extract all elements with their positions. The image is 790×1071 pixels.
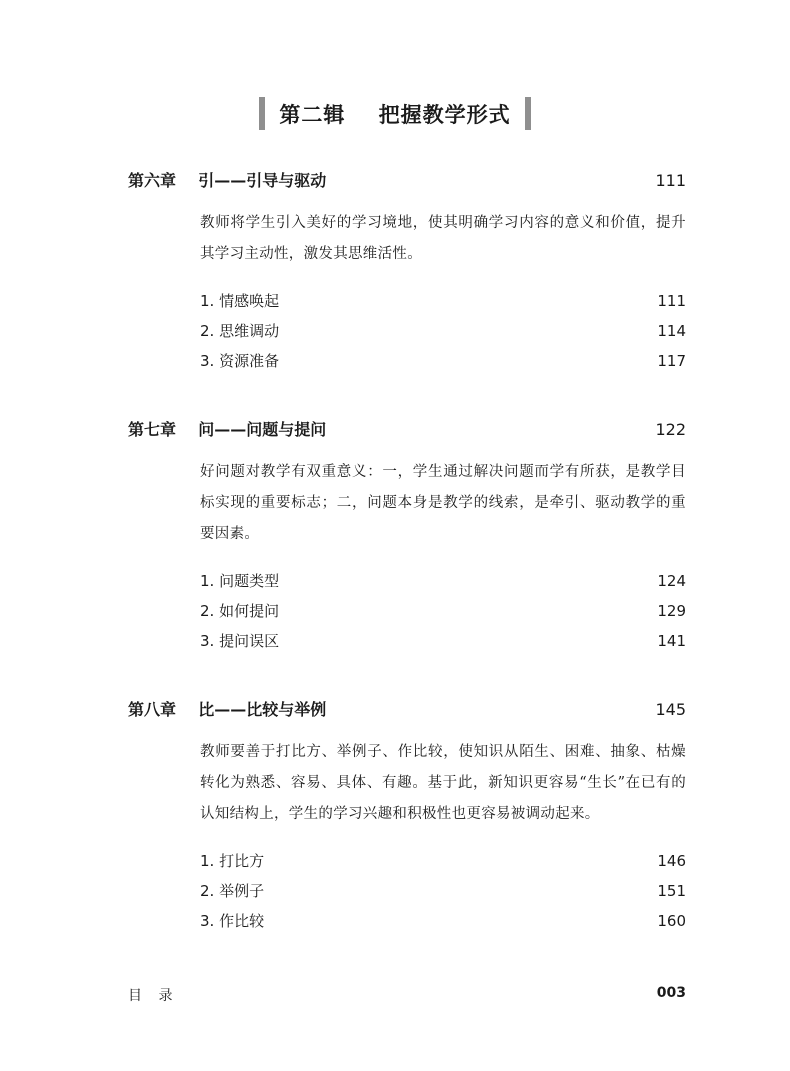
chapter-page-number: 145 (655, 700, 686, 719)
section-item[interactable] (200, 630, 686, 660)
footer-page-number: 003 (656, 985, 686, 1001)
part-heading (0, 97, 790, 130)
chapter-7 (128, 417, 686, 660)
footer-label: 目 录 (128, 988, 179, 1004)
chapter-title: 第八章 比——比较与举例 (128, 700, 327, 719)
section-item[interactable] (200, 350, 686, 380)
section-page-number: 146 (657, 852, 686, 870)
section-item[interactable] (200, 850, 686, 880)
section-item[interactable] (200, 600, 686, 630)
section-label: 2. 举例子 (200, 882, 265, 900)
section-page-number: 124 (657, 572, 686, 590)
section-list (200, 290, 686, 380)
section-page-number: 160 (657, 912, 686, 930)
section-label: 1. 问题类型 (200, 572, 280, 590)
section-label: 3. 提问误区 (200, 632, 280, 650)
section-item[interactable] (200, 290, 686, 320)
section-page-number: 141 (657, 632, 686, 650)
chapter-8 (128, 697, 686, 940)
chapter-page-number: 122 (655, 420, 686, 439)
chapter-title: 第六章 引——引导与驱动 (128, 171, 327, 190)
section-list (200, 850, 686, 940)
section-page-number: 117 (657, 352, 686, 370)
chapter-title: 第七章 问——问题与提问 (128, 420, 327, 439)
section-label: 2. 如何提问 (200, 602, 280, 620)
section-item[interactable] (200, 570, 686, 600)
chapter-heading[interactable] (128, 697, 686, 725)
section-item[interactable] (200, 880, 686, 910)
part-right-bar (525, 97, 531, 130)
chapter-page-number: 111 (655, 171, 686, 190)
chapter-summary: 教师要善于打比方、举例子、作比较，使知识从陌生、困难、抽象、枯燥转化为熟悉、容易、具体、有趣。基于此，新知识更容易“生长”在已有的认知结构上，学生的学习兴趣和积极性也更容易被调动起来。 (200, 744, 686, 822)
section-label: 1. 打比方 (200, 852, 265, 870)
section-item[interactable] (200, 320, 686, 350)
section-page-number: 151 (657, 882, 686, 900)
chapter-summary: 好问题对教学有双重意义：一，学生通过解决问题而学有所获，是教学目标实现的重要标志；二，问题本身是教学的线索，是牵引、驱动教学的重要因素。 (200, 464, 686, 542)
section-item[interactable] (200, 910, 686, 940)
section-label: 3. 资源准备 (200, 352, 280, 370)
section-page-number: 111 (657, 292, 686, 310)
section-page-number: 129 (657, 602, 686, 620)
section-label: 2. 思维调动 (200, 322, 280, 340)
page-footer (128, 985, 686, 1005)
section-page-number: 114 (657, 322, 686, 340)
part-left-bar (259, 97, 265, 130)
part-title: 第二辑 把握教学形式 (279, 102, 511, 127)
section-list (200, 570, 686, 660)
section-label: 1. 情感唤起 (200, 292, 280, 310)
chapter-6 (128, 168, 686, 380)
chapter-heading[interactable] (128, 168, 686, 196)
chapter-heading[interactable] (128, 417, 686, 445)
section-label: 3. 作比较 (200, 912, 265, 930)
chapter-summary: 教师将学生引入美好的学习境地，使其明确学习内容的意义和价值，提升其学习主动性，激发其思维活性。 (200, 215, 686, 262)
